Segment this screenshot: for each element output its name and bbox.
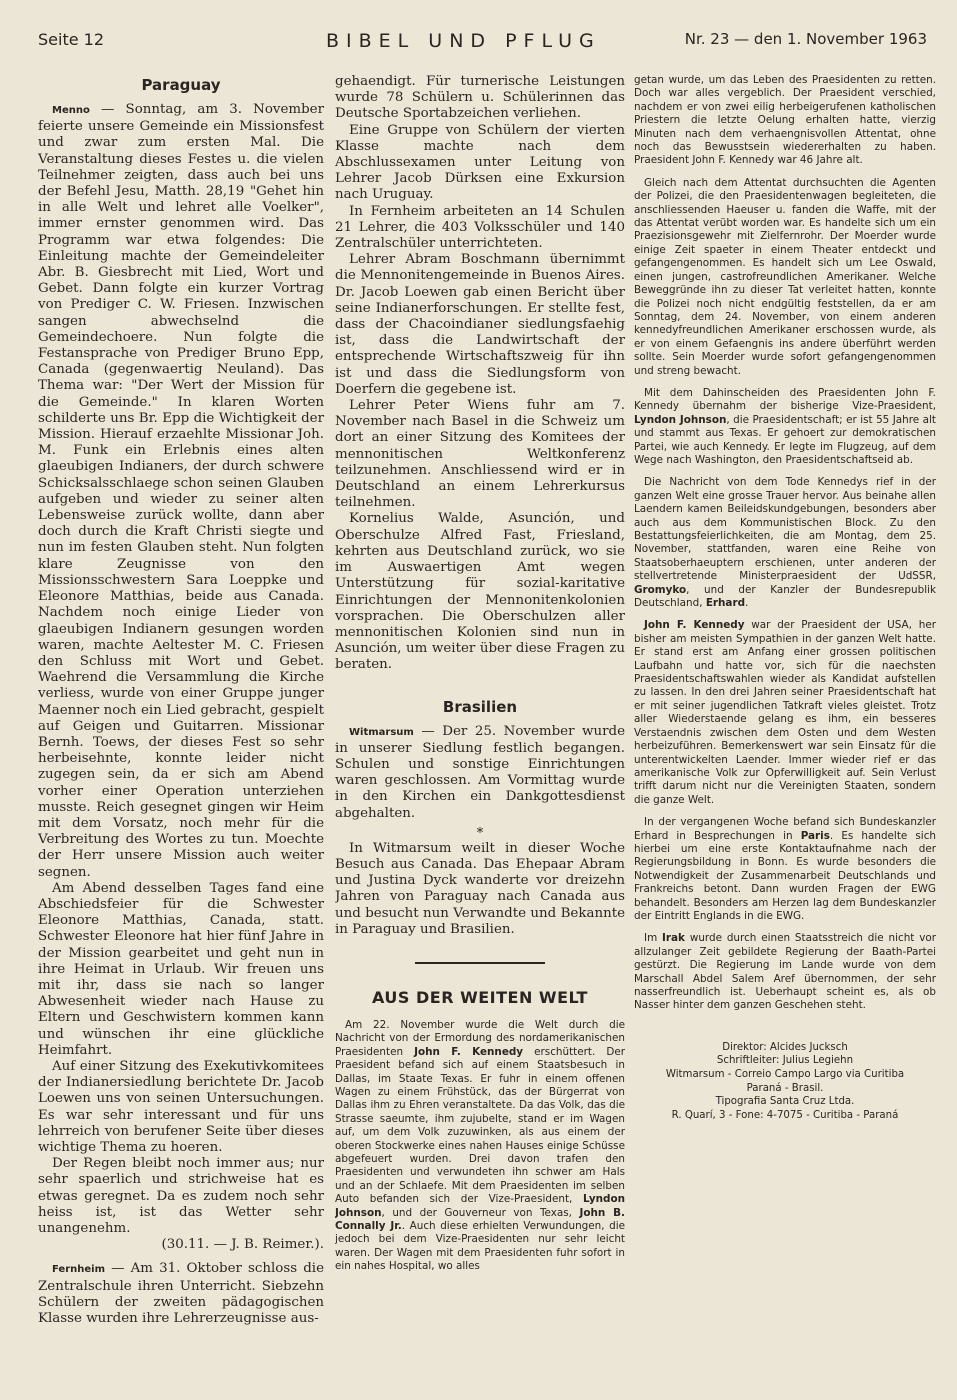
article-paragraph xyxy=(634,476,936,610)
text-run: In der vergangenen Woche befand sich Bundeskanzler Erhard in Besprechungen in xyxy=(634,816,936,842)
article-paragraph: getan wurde, um das Leben des Praesidenten zu retten. Doch war alles vergeblich. Der Praesident verschied, nachdem er von zwei eilig herbeigerufenen katholischen Priestern die letzte Oelung erhalten hatte, vierzig Minuten nach dem verhaengnisvollen Attentat, ohne noch das Bewusstsein wiedererhalten zu haben. Praesident John F. Kennedy war 46 Jahre alt. xyxy=(634,74,936,167)
text-run: war der Praesident der USA, her bisher am meisten Sympathien in der ganzen Welt hatte. Er stand erst am Anfang einer grossen politischen Laufbahn und hatte vor, sich für die naechsten Praesidentschaftswahlen wieder als Kandidat aufstellen zu lassen. In den drei Jahren seiner Praesidentschaft hat er mit seiner jugendlichen Tatkraft vieles gleistet. Trotz aller Wiederstaende gelang es ihm, ein besseres Verstaendnis zwischen dem Osten und dem Westen herbeizuführen. Bemerkenswert war sein Einsatz für die unterentwickelten Laender. Immer wieder rief er das amerikanische Volk zur Opferwilligkeit auf. Sein Verlust trifft darum nicht nur die Vereinigten Staaten, sondern die ganze Welt. xyxy=(634,619,936,806)
imprint xyxy=(634,1041,936,1123)
bold-name: Lyndon Johnson xyxy=(634,413,727,426)
text-run: erschüttert. Der Praesident befand sich auf einem Staatsbesuch in Dallas, im Staate Texas. Er fuhr in einem offenen Wagen zu einem Frühstück, das der Bürgerrat von Dallas ihm zu Ehren veranstaltete. Da das Volk, das die Strasse saeumte, ihm zujubelte, stand er im Wagen auf, um dem Volk zuzuwinken, als aus einem der oberen Stockwerke eines nahen Hauses einige Schüsse abgefeuert wurden. Drei davon trafen den Praesidenten und verwundeten ihn schwer am Hals und an der Schlaefe. Mit dem Praesidenten im selben Auto befanden sich der Vize-Praesident, xyxy=(335,1045,625,1206)
bold-name: Lyndon Johnson xyxy=(335,1193,625,1219)
author-signature: (30.11. — J. B. Reimer.). xyxy=(161,1237,324,1253)
article-witmarsum xyxy=(335,724,625,822)
text-run: Im xyxy=(644,932,663,945)
imprint-line: R. Quarí, 3 - Fone: 4-7075 - Curitiba - Paraná xyxy=(671,1109,899,1121)
article-paragraph xyxy=(634,619,936,807)
text-run: , die Praesidentschaft; er ist 55 Jahre alt und stammt aus Texas. Er gehoert zur demokratischen Partei, wie auch Kennedy. Er legte im Flugzeug, auf dem Wege nach Washington, den Praesidentschaftseid ab. xyxy=(634,413,936,466)
article-paragraph: Eine Gruppe von Schülern der vierten Klasse machte nach dem Abschlussexamen unter Leitung von Lehrer Jacob Dürksen eine Exkursion nach Uruguay. xyxy=(335,122,625,203)
divider-rule xyxy=(415,962,545,964)
article-paragraph: In Fernheim arbeiteten an 14 Schulen 21 Lehrer, die 403 Volksschüler und 140 Zentralschüler unterrichteten. xyxy=(335,203,625,252)
bold-name: Erhard xyxy=(705,597,746,610)
column-3 xyxy=(634,74,936,1374)
page-number: Seite 12 xyxy=(38,30,105,49)
text-run: . Auch diese erhielten Verwundungen, die jedoch bei dem Vize-Praesidenten nur sehr leicht waren. Der Wagen mit dem Praesidenten fuhr sofort in ein nahes Hospital, wo alles xyxy=(335,1220,625,1273)
article-paragraph xyxy=(335,1019,625,1274)
text-run: , und der Kanzler der Bundesrepublik Deutschland, xyxy=(634,583,936,610)
place-label: Menno xyxy=(52,105,90,116)
imprint-line: Paraná - Brasil. xyxy=(746,1082,824,1094)
article-paragraph xyxy=(634,387,936,467)
issue-date: Nr. 23 — den 1. November 1963 xyxy=(684,30,927,48)
bold-name: John F. Kennedy xyxy=(644,619,745,632)
text-run: Die Nachricht von dem Tode Kennedys rief in der ganzen Welt eine grosse Trauer hervor. Aus beinahe allen Laendern kamen Beileidskundgebungen, besonders aber auch aus dem Kommunistischen Block. Zu den Bestattungsfeierlichkeiten, die am Montag, dem 25. November, stattfanden, waren eine Reihe von Staatsoberhaeuptern erschienen, unter anderen der stellvertretende Ministerpraesident der UdSSR, xyxy=(634,476,936,583)
column-2 xyxy=(335,74,625,1374)
article-paragraph: Der Regen bleibt noch immer aus; nur sehr spaerlich und strichweise hat es etwas geregnet. Da es zudem noch sehr heiss ist, ist das Wetter sehr unangenehm. xyxy=(38,1156,324,1237)
article-paragraph: Kornelius Walde, Asunción, und Oberschulze Alfred Fast, Friesland, kehrten aus Deutschland zurück, wo sie im Auswaertigen Amt wegen Unterstützung für sozial-karitative Einrichtungen der Mennonitenkolonien vorsprachen. Die Oberschulzen aller mennonitischen Kolonien sind nun in Asunción, um weiter über diese Fragen zu beraten. xyxy=(335,511,625,673)
place-label: Fernheim xyxy=(52,1264,106,1276)
article-paragraph: Lehrer Peter Wiens fuhr am 7. November nach Basel in die Schweiz um dort an einer Sitzung des Komitees der mennonitischen Weltkonferenz teilzunehmen. Anschliessend wird er in Deutschland an einem Lehrerkursus teilnehmen. xyxy=(335,398,625,511)
article-paragraph: gehaendigt. Für turnerische Leistungen wurde 78 Schülern u. Schülerinnen das Deutsche Sportabzeichen verliehen. xyxy=(335,74,625,122)
article-paragraph: In Witmarsum weilt in dieser Woche Besuch aus Canada. Das Ehepaar Abram und Justina Dyck wanderte vor dreizehn Jahren von Paraguay nach Canada aus und besucht nun Verwandte und Bekannte in Paraguay und Brasilien. xyxy=(335,840,625,937)
article-paragraph: Lehrer Abram Boschmann übernimmt die Mennonitengemeinde in Buenos Aires. Dr. Jacob Loewen gab einen Bericht über seine Indianerforschungen. Er stellte fest, dass der Chacoindianer siedlungsfaehig ist, dass die Landwirtschaft der entsprechende Wirtschaftszweig für ihn ist und dass die Siedlungsform von Doerfern die gegebene ist. xyxy=(335,252,625,397)
place-label: Witmarsum xyxy=(349,726,414,738)
article-text: — Der 25. November wurde in unserer Siedlung festlich begangen. Schulen und sonstige Einrichtungen waren geschlossen. Am Vormittag wurde in den Kirchen ein Dankgottesdienst abgehalten. xyxy=(335,723,625,821)
article-text: — Am 31. Oktober schloss die Zentralschule ihren Unterricht. Siebzehn Schülern der zweiten pädagogischen Klasse wurden ihre Lehrerzeugnisse aus- xyxy=(38,1261,324,1327)
article-paragraph xyxy=(634,816,936,923)
imprint-line: Direktor: Alcides Jucksch xyxy=(722,1041,848,1053)
imprint-line: Tipografia Santa Cruz Ltda. xyxy=(715,1096,855,1108)
separator-star: * xyxy=(476,825,484,841)
article-paragraph: Gleich nach dem Attentat durchsuchten die Agenten der Polizei, die den Praesidentenwagen begleiteten, die anschliessenden Haeuser u. fanden die Waffe, mit der das Attentat verübt worden war. Es handelte sich um ein Praezisionsgewehr mit Zielfernrohr. Der Moerder wurde einige Zeit spaeter in einem Theater entdeckt und gefangengenommen. Es handelt sich um Lee Oswald, einen jungen, castrofreundlichen Amerikaner. Welche Beweggründe ihn zu dieser Tat verleitet hatten, konnte die Polizei noch nicht endgültig feststellen, da er am Sonntag, dem 24. November, von einem anderen kennedyfreundlichen Amerikaner erschossen wurde, als er von einem Gefaengnis ins andere überführt werden sollte. Sein Moerder wurde sofort gefangengenommen und streng bewacht. xyxy=(634,176,936,377)
text-run: Am 22. November wurde die Welt durch die Nachricht von der Ermordung des nordamerikanischen Praesidenten xyxy=(335,1018,625,1058)
bold-name: Paris xyxy=(800,829,830,842)
article-paragraph: Am Abend desselben Tages fand eine Abschiedsfeier für die Schwester Eleonore Matthias, Canada, statt. Schwester Eleonore hat hier fünf Jahre in der Mission gearbeitet und geht nun in ihre Heimat in Urlaub. Wir freuen uns mit ihr, dass sie nach so langer Abwesenheit wieder nach Hause zu Eltern und Geschwistern kommen kann und wünschen ihr eine glückliche Heimfahrt. xyxy=(38,880,324,1058)
text-run: , und der Gouverneur von Texas, xyxy=(381,1206,580,1219)
text-run: wurde durch einen Staatsstreich die nicht vor allzulanger Zeit gebildete Regierung der Baath-Partei gestürzt. Die Regierung im Lande wurde von dem Marschall Abdel Salem Aref übernommen, der sehr nasserfreundlich ist. Ueberhaupt scheint es, als ob Nasser hinter dem ganzen Geschehen steht. xyxy=(634,932,936,1012)
article-menno xyxy=(38,102,324,881)
bold-name: John B. Connally Jr. xyxy=(335,1206,625,1233)
section-heading-weite-welt: AUS DER WEITEN WELT xyxy=(372,987,588,1007)
article-fernheim xyxy=(38,1261,324,1327)
article-paragraph: Auf einer Sitzung des Exekutivkomitees der Indianersiedlung berichtete Dr. Jacob Loewen uns von seinen Untersuchungen. Es war sehr interessant und für uns lehrreich von berufener Seite über dieses wichtige Thema zu hoeren. xyxy=(38,1058,324,1155)
text-run: Mit dem Dahinscheiden des Praesidenten John F. Kennedy übernahm der bisherige Vize-Praesident, xyxy=(634,386,936,413)
masthead-title: BIBEL UND PFLUG xyxy=(326,30,601,52)
bold-name: Irak xyxy=(662,932,685,945)
article-text: — Sonntag, am 3. November feierte unsere Gemeinde ein Missionsfest und zwar zum ersten Mal. Die Veranstaltung dieses Festes u. die vielen Teilnehmer zeigten, dass auch bei uns der Befehl Jesu, Matth. 28,19 "Gehet hin in alle Welt und lehret alle Voelker", immer ernster genommen wird. Das Programm war etwa folgendes: Die Einleitung machte der Gemeindeleiter Abr. B. Giesbrecht mit Lied, Wort und Gebet. Dann folgte ein kurzer Vortrag von Prediger C. W. Friesen. Inzwischen sangen abwechselnd die Gemeindechoere. Nun folgte die Festansprache von Prediger Bruno Epp, Canada (gegenwaertig Neuland). Das Thema war: "Der Wert der Mission für die Gemeinde." In klaren Worten schilderte uns Br. Epp die Wichtigkeit der Mission. Hierauf erzaehlte Missionar Joh. M. Funk ein Erlebnis eines alten glaeubigen Indianers, der durch schwere Schicksalsschlaege schon seinen Glauben aufgeben und wieder zu seiner alten Lebensweise zurück wollte, dann aber doch durch die Kraft Christi siegte und nun im festen Glauben steht. Nun folgten klare Zeugnisse von den Missionsschwestern Sara Loeppke und Eleonore Matthias, beide aus Canada. Nachdem noch einige Lieder von glaeubigen Indianern gesungen worden waren, machte Aeltester M. C. Friesen den Schluss mit Wort und Gebet. Waehrend die Versammlung die Kirche verliess, wurde von einer Gruppe junger Maenner noch ein Lied gebracht, gespielt auf Geigen und Guitarren. Missionar Bernh. Toews, der dieses Fest so sehr herbeisehnte, konnte leider nicht zugegen sein, da er sich am Abend vorher einer Operation unterziehen musste. Reich gesegnet gingen wir Heim mit dem Vorsatz, noch mehr für die Verbreitung des Wortes zu tun. Moechte der Herr unsere Mission auch weiter segnen. xyxy=(38,102,324,880)
text-run: . xyxy=(745,597,749,610)
bold-name: Gromyko xyxy=(634,583,687,596)
imprint-line: Witmarsum - Correio Campo Largo via Curitiba xyxy=(665,1069,905,1080)
section-heading-paraguay: Paraguay xyxy=(141,76,221,94)
column-1 xyxy=(38,74,324,1374)
text-run: . Es handelte sich hierbei um eine erste Kontaktaufnahme nach der Regierungsbildung in Bonn. Es wurde besonders die Notwendigkeit der Zusammenarbeit Deutschlands und Frankreichs betont. Dann wurden Fragen der EWG behandelt. Besonders am Herzen lag dem Bundeskanzler der Eintritt Englands in die EWG. xyxy=(634,829,936,922)
article-paragraph xyxy=(634,932,936,1012)
bold-name: John F. Kennedy xyxy=(414,1045,524,1058)
imprint-line: Schriftleiter: Julius Legiehn xyxy=(716,1055,854,1067)
section-heading-brasilien: Brasilien xyxy=(442,697,518,716)
page-header xyxy=(38,30,927,54)
